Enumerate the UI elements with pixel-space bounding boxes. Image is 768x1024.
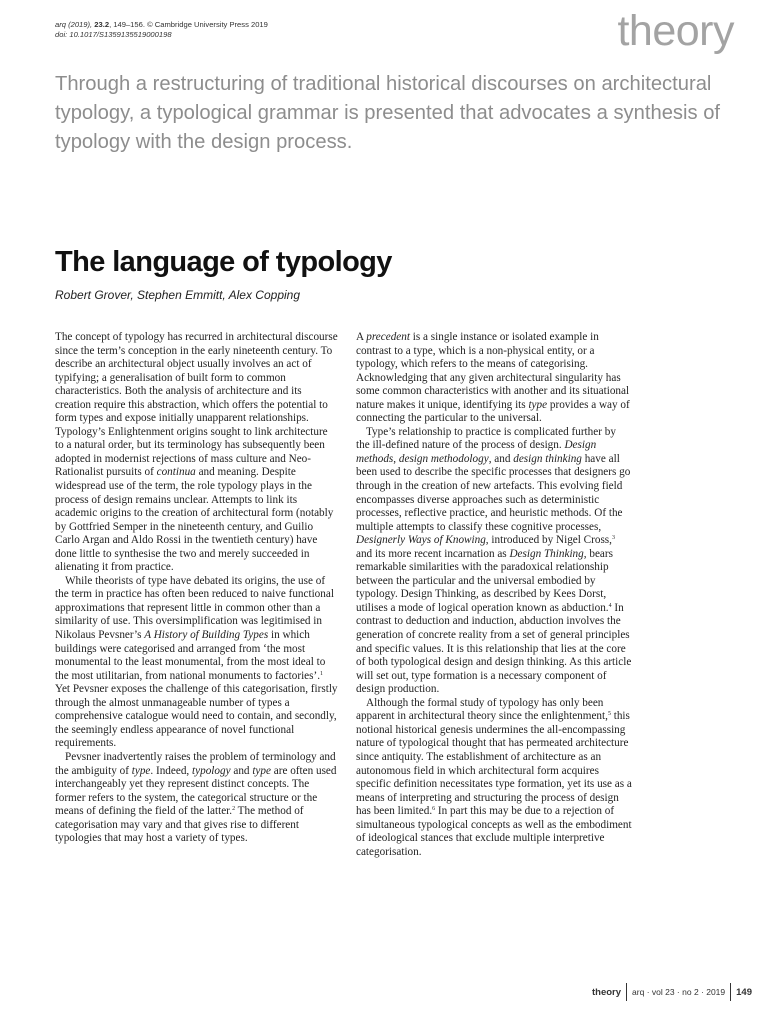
footnote-ref: 2	[232, 806, 236, 813]
page-number: 149	[736, 986, 752, 998]
footnote-ref: 4	[608, 602, 612, 609]
journal-citation: arq (2019), 23.2, 149–156. © Cambridge University Press 2019	[55, 20, 268, 29]
footer-divider	[730, 983, 731, 1001]
footnote-ref: 6	[432, 806, 436, 813]
page-footer	[592, 983, 752, 1001]
footnote-ref: 1	[320, 670, 324, 677]
footer-journal: arq · vol 23 · no 2 · 2019	[632, 987, 726, 997]
doi: doi: 10.1017/S1359135519000198	[55, 30, 172, 39]
section-label: theory	[617, 7, 734, 55]
body-column-right	[356, 331, 632, 859]
journal-meta	[55, 20, 268, 40]
article-title: The language of typology	[55, 246, 392, 278]
paragraph: Pevsner inadvertently raises the problem of terminology and the ambiguity of type. Indeed, typology and type are often used interchangeably yet they represent distinct concepts. The former refers to the system, the categorical structure or the means of defining the field of the latter.$^2$ The method of categorisation may vary and that gives rise to different typologies that may host a variety of types.	[55, 750, 337, 845]
abstract: Through a restructuring of traditional historical discourses on architectural typology, a typological grammar is presented that advocates a synthesis of typology with the design process.	[55, 73, 721, 153]
paragraph: While theorists of type have debated its origins, the use of the term in practice has often been reduced to naive functional approximations that represent little in common other than a similarity of use. This oversimplification was legitimised in Nikolaus Pevsner’s A History of Building Types in which buildings were categorised and arranged from ‘the most monumental to the least monumental, from the most ideal to the most utilitarian, from national monuments to factories’.$^1$ Yet Pevsner exposes the challenge of this categorisation, firstly through the almost unmanageable number of types a comprehensive catalogue would need to contain, and secondly, the seemingly endless appearance of novel functional requirements.	[55, 574, 338, 750]
footer-section: theory	[592, 986, 622, 998]
paragraph: A precedent is a single instance or isolated example in contrast to a type, which is a non-physical entity, or a typology, which refers to the means of categorising. Acknowledging that any given architectural singularity has some common characteristics with another and its situational nature makes it unique, identifying its type provides a way of connecting the particular to the universal.	[356, 331, 630, 425]
paragraph: Type’s relationship to practice is complicated further by the ill-defined nature of the process of design. Design methods, design methodology, and design thinking have all been used to describe the specific processes that designers go through in the creation of new artefacts. This evolving field encompasses diverse approaches such as deterministic processes, reflective practice, and heuristic methods. Of the multiple attempts to classify these cognitive processes, Designerly Ways of Knowing, introduced by Nigel Cross,$^3$ and its more recent incarnation as Design Thinking, bears remarkable similarities with the paradoxical relationship between the particular and the universal embodied by typology. Design Thinking, as described by Kees Dorst, utilises a mode of logical operation known as abduction.$^4$ In contrast to deduction and induction, abduction involves the generation of concrete reality from a set of general principles and specific values. It is this relationship that lies at the core of both typological design and design thinking. As this article will set out, type formation is a necessary component of design production.	[356, 425, 632, 696]
body-column-left	[55, 331, 339, 846]
footer-divider	[626, 983, 627, 1001]
authors: Robert Grover, Stephen Emmitt, Alex Copping	[55, 288, 301, 302]
footnote-ref: 5	[607, 711, 611, 718]
footnote-ref: 3	[611, 535, 615, 542]
paragraph: The concept of typology has recurred in architectural discourse since the term’s conception in the early nineteenth century. To describe an architectural object usually involves an act of typifying; a generalisation of built form to common characteristics. Both the analysis of architecture and its creation require this abstraction, which offers the potential to form types and expose initially unapparent relationships. Typology’s Enlightenment origins sought to link architecture to a natural order, but its terminology has subsequently been adopted in modernist rejections of mass culture and Neo-Rationalist pursuits of continua and meaning. Despite widespread use of the term, the role typology plays in the process of design remains unclear. Attempts to link its academic origins to the creation of architectural form (notably by Gottfried Semper in the nineteenth century, and Guilio Carlo Argan and Aldo Rossi in the twentieth century) have done little to synthesise the two and merely succeeded in alienating it from practice.	[55, 331, 338, 574]
paragraph: Although the formal study of typology has only been apparent in architectural theory since the enlightenment,$^5$ this notional historical genesis undermines the all-encompassing nature of typological thought that has permeated architecture since antiquity. The establishment of architecture as an autonomous field in which architectural form acquires specific definition necessitates type formation, yet its use as a means of interpreting and structuring the process of design has been limited.$^6$ In part this may be due to a rejection of simultaneous typological concepts as well as the embodiment of ideological stances that exclude multiple interpretive categorisation.	[356, 696, 632, 858]
